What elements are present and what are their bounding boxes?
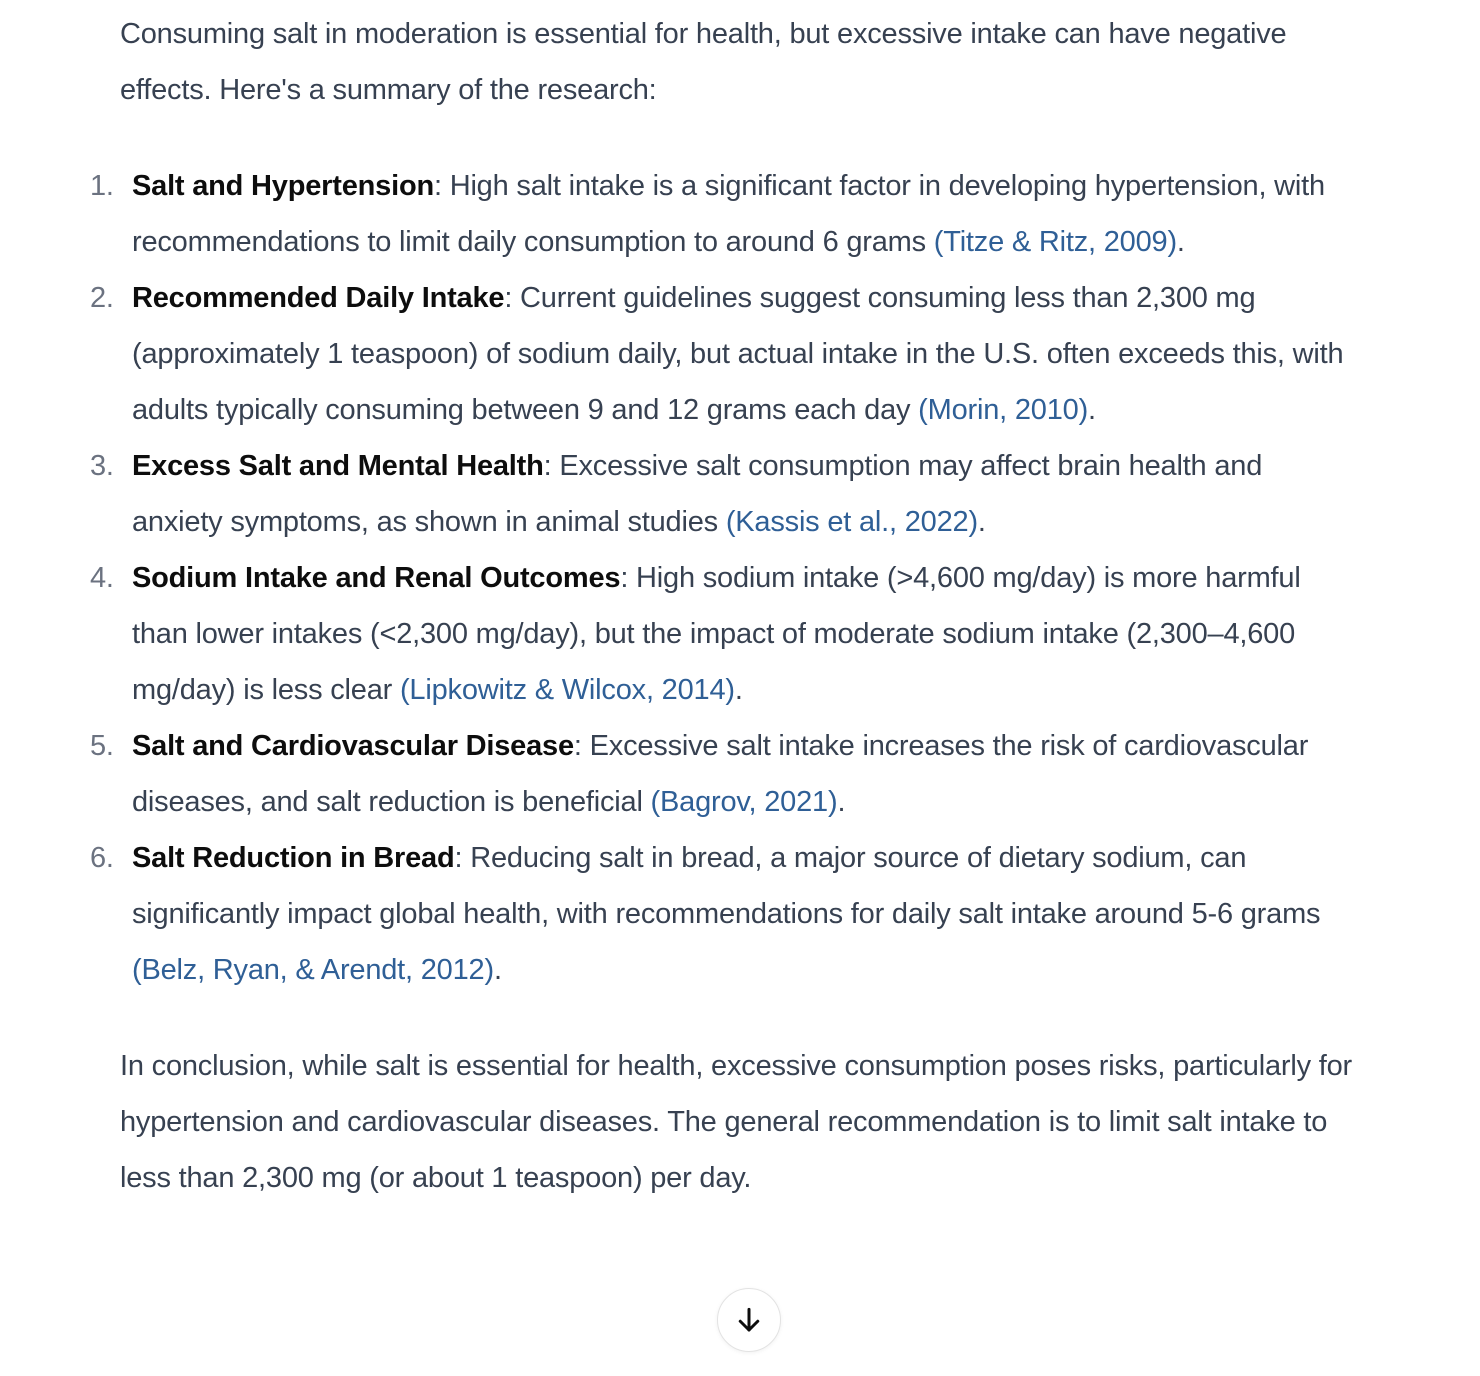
finding-end: .	[977, 506, 986, 538]
finding-term: Salt and Cardiovascular Disease	[132, 730, 574, 762]
citation-link[interactable]: (Morin, 2010)	[918, 394, 1089, 426]
list-number: 6.	[90, 842, 114, 874]
finding-text: : Excessive salt consumption may affect brain health and anxiety symptoms, as shown in animal studies	[132, 450, 1263, 538]
finding-term: Sodium Intake and Renal Outcomes	[132, 562, 621, 594]
list-number: 5.	[90, 730, 114, 762]
finding-term: Recommended Daily Intake	[132, 282, 505, 314]
list-number: 2.	[90, 282, 114, 314]
list-item	[90, 438, 1360, 550]
finding-end: .	[1088, 394, 1096, 426]
list-number: 1.	[90, 170, 114, 202]
list-number: 4.	[90, 562, 114, 594]
finding-text: : High salt intake is a significant factor in developing hypertension, with recommendations to limit daily consumption to around 6 grams	[132, 170, 1325, 258]
list-item	[90, 830, 1360, 998]
list-item	[90, 550, 1360, 718]
list-item	[90, 718, 1360, 830]
list-number: 3.	[90, 450, 114, 482]
citation-link[interactable]: (Bagrov, 2021)	[650, 786, 838, 818]
finding-term: Salt Reduction in Bread	[132, 842, 455, 874]
citation-link[interactable]: (Kassis et al., 2022)	[725, 506, 978, 538]
finding-end: .	[493, 954, 502, 986]
finding-text: : Excessive salt intake increases the risk of cardiovascular diseases, and salt reduction is beneficial	[132, 730, 1309, 818]
citation-link[interactable]: (Lipkowitz & Wilcox, 2014)	[399, 674, 735, 706]
finding-end: .	[1176, 226, 1185, 258]
assistant-message	[90, 6, 1360, 1206]
citation-link[interactable]: (Belz, Ryan, & Arendt, 2012)	[132, 954, 494, 986]
findings-list	[90, 158, 1360, 998]
scroll-to-bottom-button[interactable]	[717, 1288, 781, 1352]
message-conclusion: In conclusion, while salt is essential for health, excessive consumption poses risks, particularly for hypertension and cardiovascular diseases. The general recommendation is to limit salt intake to less than 2,300 mg (or about 1 teaspoon) per day.	[120, 1050, 1352, 1194]
finding-end: .	[837, 786, 846, 818]
list-item	[90, 270, 1360, 438]
finding-text: : Current guidelines suggest consuming less than 2,300 mg (approximately 1 teaspoon) of sodium daily, but actual intake in the U.S. often exceeds this, with adults typically consuming between 9 and 12 grams each day	[132, 282, 1344, 426]
finding-text: : Reducing salt in bread, a major source of dietary sodium, can significantly impact global health, with recommendations for daily salt intake around 5-6 grams	[132, 842, 1321, 930]
finding-term: Salt and Hypertension	[132, 170, 434, 202]
message-intro: Consuming salt in moderation is essential for health, but excessive intake can have negative effects. Here's a summary of the research:	[120, 18, 1287, 106]
list-item	[90, 158, 1360, 270]
finding-term: Excess Salt and Mental Health	[132, 450, 544, 482]
finding-end: .	[734, 674, 743, 706]
citation-link[interactable]: (Titze & Ritz, 2009)	[933, 226, 1177, 258]
finding-text: : High sodium intake (>4,600 mg/day) is more harmful than lower intakes (<2,300 mg/day), but the impact of moderate sodium intake (2,300–4,600 mg/day) is less clear	[132, 562, 1301, 706]
arrow-down-icon	[734, 1305, 764, 1335]
